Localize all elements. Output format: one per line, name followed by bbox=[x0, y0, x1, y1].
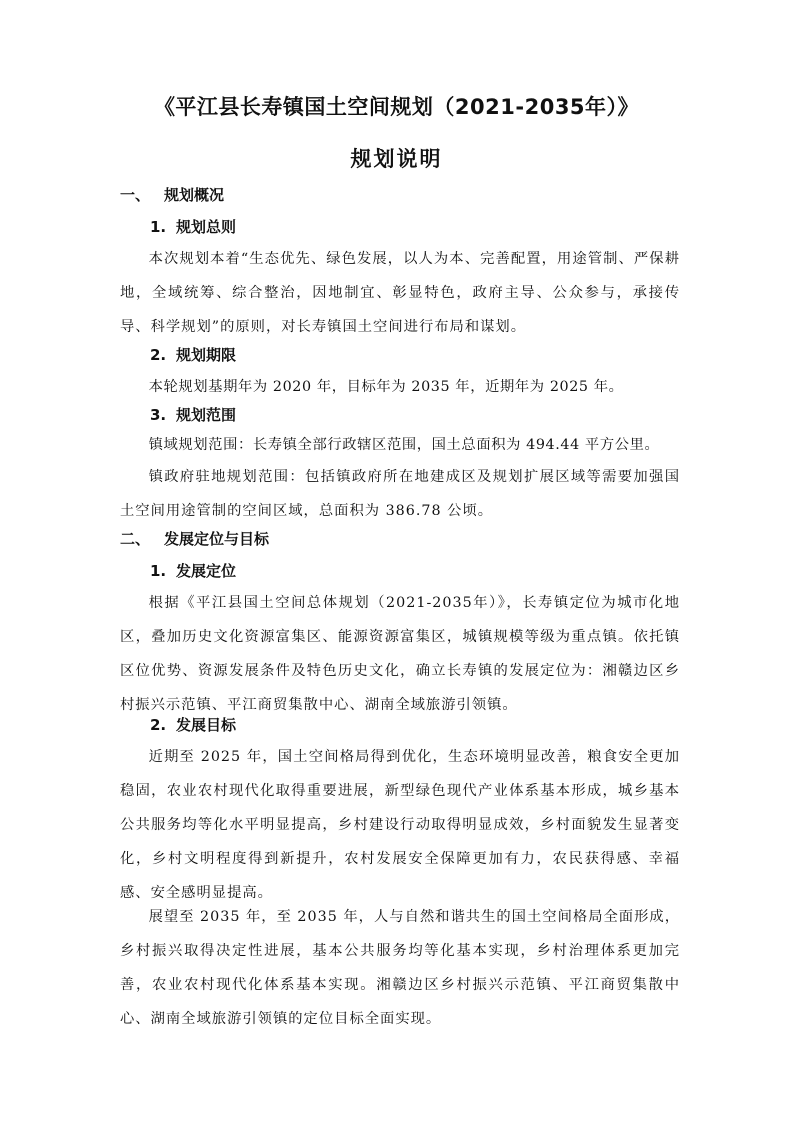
paragraph-seat-scope: 镇政府驻地规划范围：包括镇政府所在地建成区及规划扩展区域等需要加强国土空间用途管制的空间区域，总面积为 386.78 公顷。 bbox=[120, 469, 680, 519]
section-title: 规划概况 bbox=[164, 186, 225, 204]
paragraph-planning-period: 本轮规划基期年为 2020 年，目标年为 2035 年，近期年为 2025 年。 bbox=[148, 379, 624, 395]
section-heading-positioning-goals bbox=[120, 526, 269, 552]
subsection-heading-general-principles bbox=[150, 214, 236, 240]
paragraph-long-term-goals: 展望至 2035 年，至 2035 年，人与自然和谐共生的国土空间格局全面形成，乡村振兴取得决定性进展，基本公共服务均等化基本实现，乡村治理体系更加完善，农业农村现代化体系基本实现。湘赣边区乡村振兴示范镇、平江商贸集散中心、湖南全域旅游引领镇的定位目标全面实现。 bbox=[120, 909, 680, 1027]
subsection-number: 1. bbox=[150, 562, 167, 580]
subsection-title: 规划总则 bbox=[176, 218, 237, 236]
subsection-title: 发展目标 bbox=[176, 716, 237, 734]
document-title: 《平江县长寿镇国土空间规划（2021-2035年）》 bbox=[153, 95, 640, 119]
subsection-title: 规划期限 bbox=[176, 346, 237, 364]
subsection-heading-planning-scope bbox=[150, 402, 236, 428]
subsection-number: 2. bbox=[150, 716, 167, 734]
paragraph-town-scope: 镇域规划范围：长寿镇全部行政辖区范围，国土总面积为 494.44 平方公里。 bbox=[148, 437, 660, 453]
subsection-number: 3. bbox=[150, 406, 167, 424]
paragraph-near-term-goals: 近期至 2025 年，国土空间格局得到优化，生态环境明显改善，粮食安全更加稳固，农业农村现代化取得重要进展，新型绿色现代产业体系基本形成，城乡基本公共服务均等化水平明显提高，乡村建设行动取得明显成效，乡村面貌发生显著变化，乡村文明程度得到新提升，农村发展安全保障更加有力，农民获得感、幸福感、安全感明显提高。 bbox=[120, 749, 680, 901]
document-subtitle: 规划说明 bbox=[350, 147, 443, 171]
section-number: 二、 bbox=[120, 530, 151, 548]
subsection-heading-positioning bbox=[150, 558, 236, 584]
paragraph-general-principles: 本次规划本着“生态优先、绿色发展，以人为本、完善配置，用途管制、严保耕地，全域统筹、综合整治，因地制宜、彰显特色，政府主导、公众参与，承接传导、科学规划”的原则，对长寿镇国土空间进行布局和谋划。 bbox=[120, 251, 680, 335]
subsection-number: 1. bbox=[150, 218, 167, 236]
subsection-heading-planning-period bbox=[150, 342, 236, 368]
section-number: 一、 bbox=[120, 186, 151, 204]
section-heading-overview bbox=[120, 182, 224, 208]
subsection-title: 发展定位 bbox=[176, 562, 237, 580]
subsection-heading-goals bbox=[150, 712, 236, 738]
subsection-number: 2. bbox=[150, 346, 167, 364]
section-title: 发展定位与目标 bbox=[164, 530, 270, 548]
subsection-title: 规划范围 bbox=[176, 406, 237, 424]
paragraph-positioning: 根据《平江县国土空间总体规划（2021-2035年）》，长寿镇定位为城市化地区，叠加历史文化资源富集区、能源资源富集区，城镇规模等级为重点镇。依托镇区位优势、资源发展条件及特色历史文化，确立长寿镇的发展定位为：湘赣边区乡村振兴示范镇、平江商贸集散中心、湖南全域旅游引领镇。 bbox=[120, 595, 680, 713]
